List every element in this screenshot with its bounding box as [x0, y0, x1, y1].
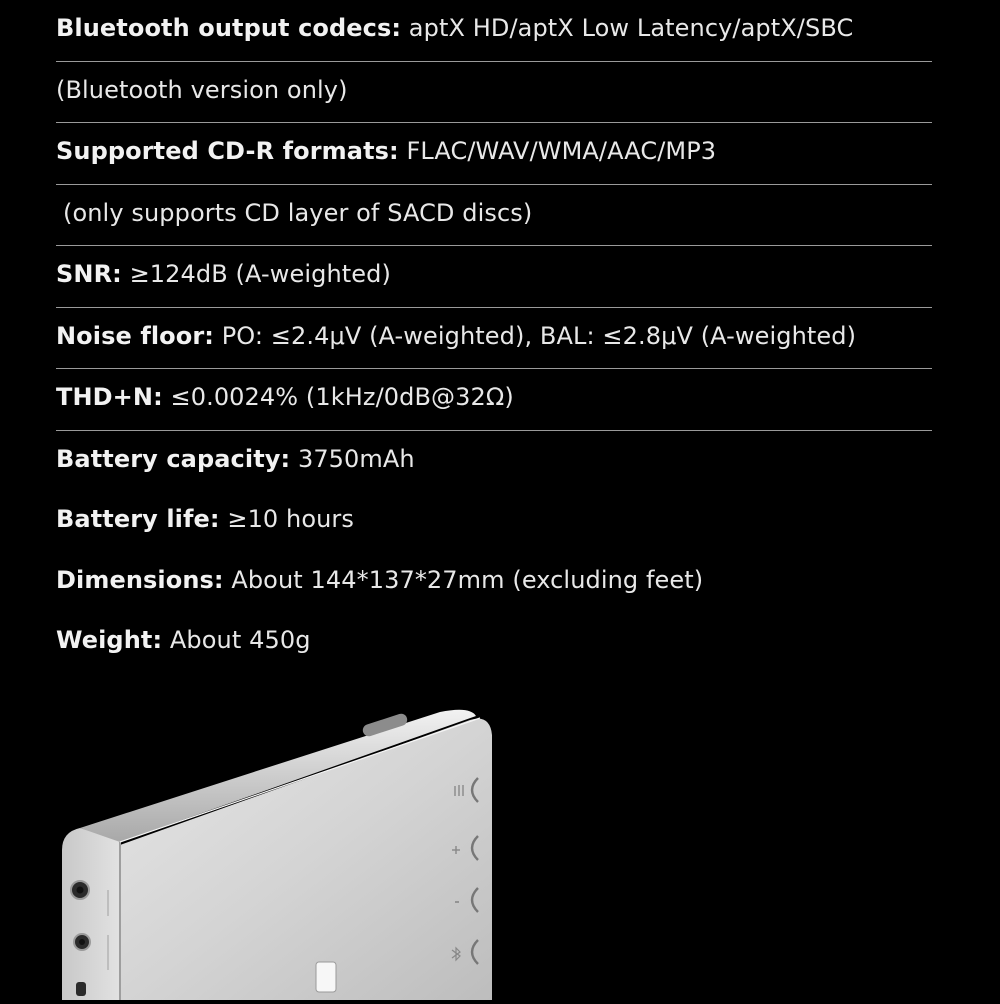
spec-value: ≥124dB (A-weighted)	[121, 260, 391, 288]
spec-label: Weight:	[56, 626, 163, 654]
spec-value: (Bluetooth version only)	[56, 75, 348, 104]
spec-list	[56, 0, 932, 673]
spec-row-cdr-formats	[56, 123, 932, 185]
spec-value: About 450g	[162, 626, 311, 654]
spec-label: Battery life:	[56, 505, 220, 533]
spec-row-weight	[56, 612, 932, 673]
spec-label: Supported CD-R formats:	[56, 137, 399, 165]
spec-row-bluetooth-codecs	[56, 0, 932, 62]
spec-row-snr	[56, 246, 932, 308]
spec-value: About 144*137*27mm (excluding feet)	[223, 565, 704, 594]
spec-label: Battery capacity:	[56, 444, 291, 473]
spec-row-noise-floor	[56, 308, 932, 370]
spec-label: SNR:	[56, 260, 122, 288]
spec-label: THD+N:	[56, 383, 163, 411]
spec-row-sacd-note	[56, 185, 932, 247]
spec-value: FLAC/WAV/WMA/AAC/MP3	[398, 137, 717, 165]
cd-player-device-image	[0, 690, 520, 1000]
spec-value: PO: ≤2.4μV (A-weighted), BAL: ≤2.8μV (A-weighted)	[214, 321, 857, 350]
spec-row-battery-capacity	[56, 431, 932, 492]
spec-row-dimensions	[56, 552, 932, 613]
spec-value: (only supports CD layer of SACD discs)	[63, 198, 533, 227]
spec-label: Dimensions:	[56, 565, 224, 594]
spec-value: aptX HD/aptX Low Latency/aptX/SBC	[401, 14, 854, 42]
balanced-jack-icon	[74, 934, 90, 950]
spec-value: 3750mAh	[290, 444, 415, 473]
spec-label: Bluetooth output codecs:	[56, 14, 402, 42]
spec-row-thd	[56, 369, 932, 431]
spec-value: ≥10 hours	[219, 505, 355, 533]
device-illustration	[0, 690, 520, 1000]
spec-row-battery-life	[56, 491, 932, 552]
spec-label: Noise floor:	[56, 321, 214, 350]
usb-port-icon	[76, 982, 86, 996]
headphone-jack-icon	[71, 881, 89, 899]
spec-value: ≤0.0024% (1kHz/0dB@32Ω)	[162, 383, 514, 411]
spec-row-bluetooth-note	[56, 62, 932, 124]
